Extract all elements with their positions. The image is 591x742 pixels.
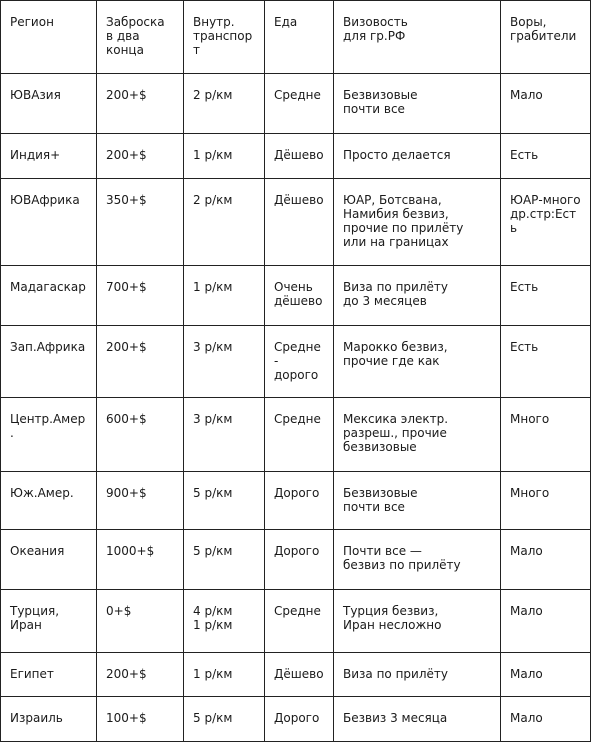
cell-food: Дорого: [265, 697, 334, 742]
cell-transfer: 200+$: [97, 134, 184, 179]
cell-transfer: 1000+$: [97, 530, 184, 590]
cell-thieves: Мало: [501, 530, 591, 590]
header-thieves: Воры, грабители: [501, 1, 591, 74]
cell-food: Дёшево: [265, 179, 334, 266]
header-visa: Визовость для гр.РФ: [334, 1, 501, 74]
cell-visa: ЮАР, Ботсвана, Намибия безвиз, прочие по прилёту или на границах: [334, 179, 501, 266]
cell-food: Средне - дорого: [265, 326, 334, 398]
table-row: [1, 653, 591, 697]
cell-visa: Почти все — безвиз по прилёту: [334, 530, 501, 590]
cell-region: Юж.Амер.: [1, 472, 97, 530]
cell-visa: Безвизовые почти все: [334, 472, 501, 530]
table-row: [1, 398, 591, 472]
cell-internal-transport: 5 р/км: [184, 697, 265, 742]
cell-internal-transport: 3 р/км: [184, 326, 265, 398]
cell-internal-transport: 1 р/км: [184, 266, 265, 326]
cell-visa: Виза по прилёту до 3 месяцев: [334, 266, 501, 326]
table-row: [1, 266, 591, 326]
cell-visa: Турция безвиз, Иран несложно: [334, 590, 501, 653]
cell-transfer: 700+$: [97, 266, 184, 326]
cell-visa: Безвизовые почти все: [334, 74, 501, 134]
table-row: [1, 74, 591, 134]
cell-internal-transport: 1 р/км: [184, 134, 265, 179]
cell-thieves: Много: [501, 398, 591, 472]
cell-region: Турция, Иран: [1, 590, 97, 653]
cell-region: ЮВАфрика: [1, 179, 97, 266]
cell-transfer: 200+$: [97, 653, 184, 697]
cell-visa: Безвиз 3 месяца: [334, 697, 501, 742]
table-row: [1, 590, 591, 653]
cell-region: Мадагаскар: [1, 266, 97, 326]
cell-thieves: Мало: [501, 697, 591, 742]
cell-thieves: Много: [501, 472, 591, 530]
cell-food: Дёшево: [265, 653, 334, 697]
cell-internal-transport: 5 р/км: [184, 472, 265, 530]
table-row: [1, 134, 591, 179]
cell-thieves: Есть: [501, 326, 591, 398]
cell-region: Египет: [1, 653, 97, 697]
cell-transfer: 200+$: [97, 326, 184, 398]
cell-food: Средне: [265, 74, 334, 134]
header-row: [1, 1, 591, 74]
header-food: Еда: [265, 1, 334, 74]
cell-thieves: Есть: [501, 266, 591, 326]
cell-thieves: Мало: [501, 590, 591, 653]
cell-food: Средне: [265, 398, 334, 472]
cell-thieves: ЮАР-много др.стр:Ест ь: [501, 179, 591, 266]
cell-internal-transport: 2 р/км: [184, 74, 265, 134]
cell-region: ЮВАзия: [1, 74, 97, 134]
cell-region: Зап.Африка: [1, 326, 97, 398]
cell-thieves: Мало: [501, 653, 591, 697]
table-row: [1, 472, 591, 530]
cell-region: Океания: [1, 530, 97, 590]
cell-internal-transport: 4 р/км 1 р/км: [184, 590, 265, 653]
cell-region: Индия+: [1, 134, 97, 179]
header-internal-transport: Внутр. транспор т: [184, 1, 265, 74]
table-row: [1, 530, 591, 590]
header-transfer: Заброска в два конца: [97, 1, 184, 74]
cell-internal-transport: 5 р/км: [184, 530, 265, 590]
cell-food: Дорого: [265, 530, 334, 590]
cell-transfer: 350+$: [97, 179, 184, 266]
table-row: [1, 179, 591, 266]
cell-food: Дёшево: [265, 134, 334, 179]
cell-visa: Мексика электр. разреш., прочие безвизовые: [334, 398, 501, 472]
cell-internal-transport: 1 р/км: [184, 653, 265, 697]
cell-transfer: 600+$: [97, 398, 184, 472]
cell-visa: Просто делается: [334, 134, 501, 179]
cell-region: Израиль: [1, 697, 97, 742]
cell-visa: Марокко безвиз, прочие где как: [334, 326, 501, 398]
cell-transfer: 0+$: [97, 590, 184, 653]
cell-transfer: 900+$: [97, 472, 184, 530]
cell-thieves: Есть: [501, 134, 591, 179]
cell-internal-transport: 2 р/км: [184, 179, 265, 266]
cell-food: Дорого: [265, 472, 334, 530]
cell-thieves: Мало: [501, 74, 591, 134]
cell-transfer: 100+$: [97, 697, 184, 742]
cell-food: Средне: [265, 590, 334, 653]
cell-food: Очень дёшево: [265, 266, 334, 326]
cell-visa: Виза по прилёту: [334, 653, 501, 697]
cell-region: Центр.Амер .: [1, 398, 97, 472]
table-row: [1, 326, 591, 398]
table-row: [1, 697, 591, 742]
cell-internal-transport: 3 р/км: [184, 398, 265, 472]
header-region: Регион: [1, 1, 97, 74]
cell-transfer: 200+$: [97, 74, 184, 134]
